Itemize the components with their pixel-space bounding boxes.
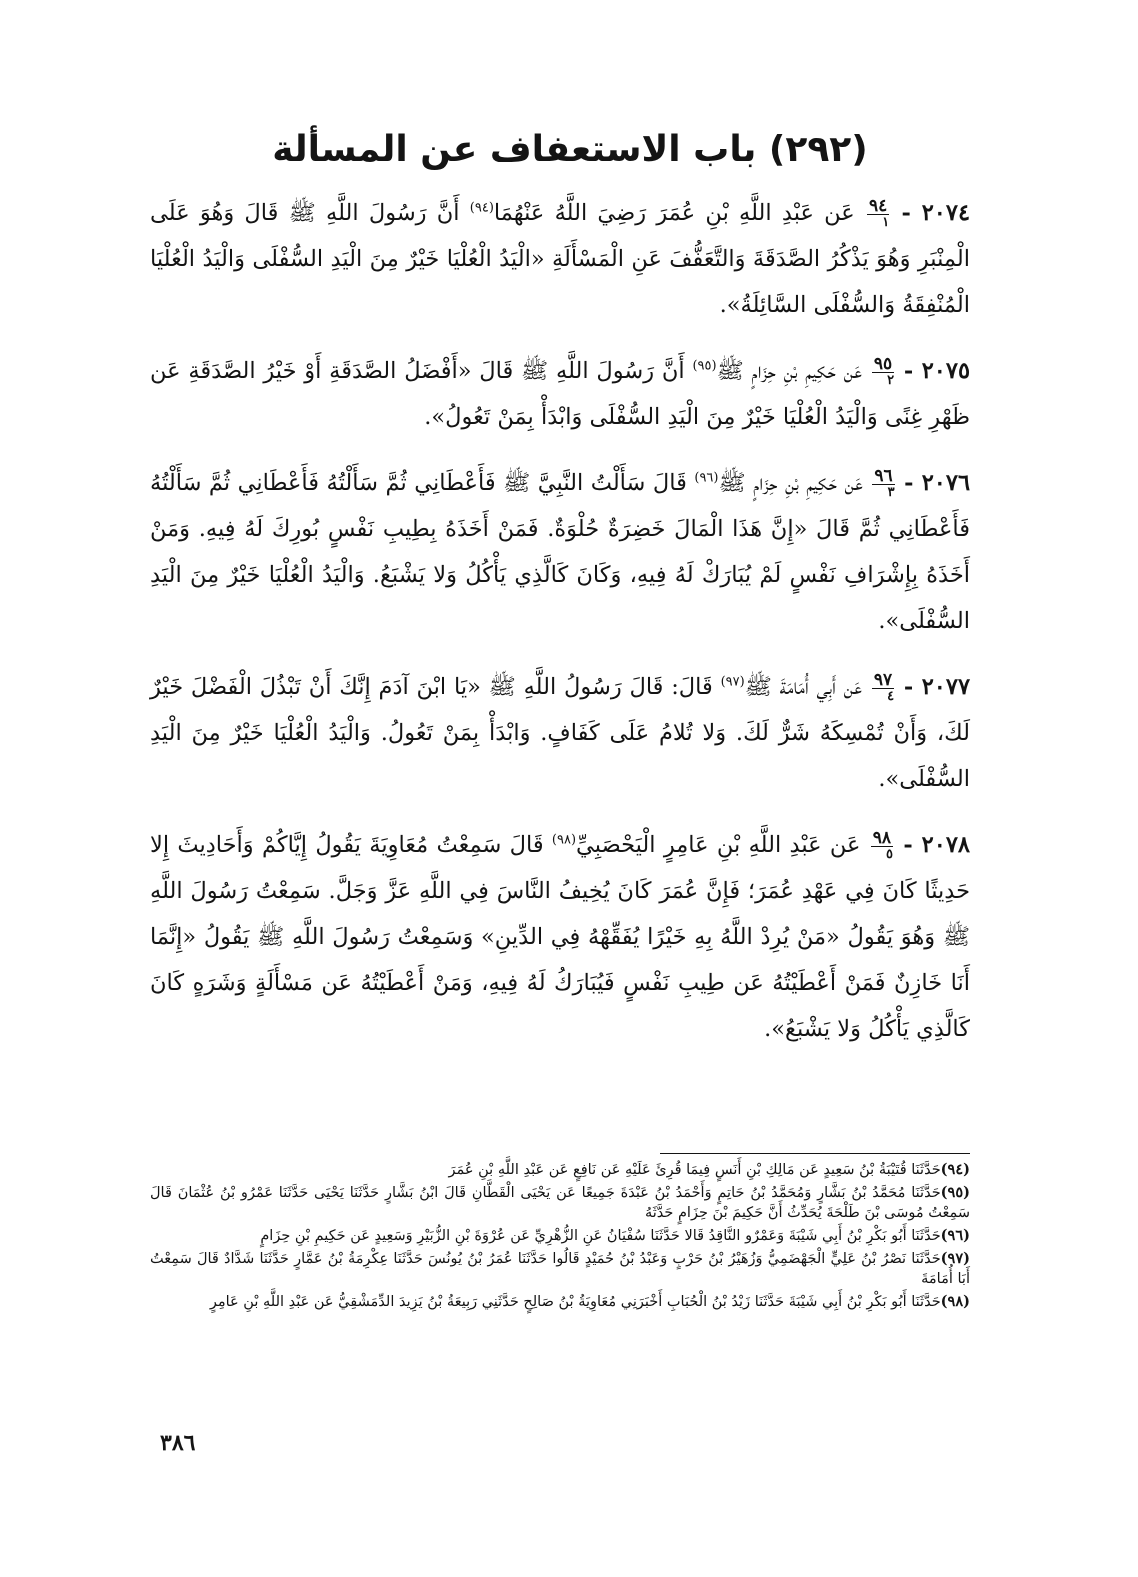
fraction-bottom: ٢ xyxy=(887,372,895,388)
page-number: ٣٨٦ xyxy=(160,1430,196,1456)
fraction-top: ٩٧ xyxy=(873,669,893,690)
footnotes xyxy=(150,1160,970,1315)
fraction-bottom: ٥ xyxy=(886,846,893,862)
hadith-fraction xyxy=(872,353,895,389)
footnote-ref: (٩٥) xyxy=(692,358,717,374)
hadith-number: ٢٠٧٥ - xyxy=(903,358,971,384)
footnote-98 xyxy=(150,1292,970,1312)
hadith-text: قَالَ: قَالَ رَسُولُ اللَّهِ ﷺ «يَا ابْنَ آدَمَ إِنَّكَ أَنْ تَبْذُلَ الْفَضْلَ خَيْرٌ لَكَ، وَأَنْ تُمْسِكَهُ شَرٌّ لَكَ. وَلا تُلامُ عَلَى كَفَافٍ. وَابْدَأْ بِمَنْ تَعُولُ. وَالْيَدُ الْعُلْيَا خَيْرٌ مِنَ الْيَدِ السُّفْلَى». xyxy=(150,674,970,792)
hadith-2075 xyxy=(150,348,970,440)
fraction-top: ٩٤ xyxy=(868,195,888,216)
hadith-lead: عَن حَكِيمِ بْنِ حِزَامٍ ﷺ xyxy=(718,470,863,496)
footnote-97 xyxy=(150,1249,970,1289)
fraction-bottom: ٣ xyxy=(887,484,895,500)
fraction-bottom: ١ xyxy=(882,214,890,230)
footnote-text: حَدَّثَنَا قُتَيْبَةُ بْنُ سَعِيدٍ عَن مَالِكِ بْنِ أَنَسٍ فِيمَا قُرِئَ عَلَيْهِ عَن نَافِعٍ عَن عَبْدِ اللَّهِ بْنِ عُمَرَ xyxy=(448,1162,941,1178)
chapter-title: (٢٩٢) باب الاستعفاف عن المسألة xyxy=(272,129,868,171)
footnote-text: حَدَّثَنَا نَصْرُ بْنُ عَلِيٍّ الْجَهْضَمِيُّ وَزُهَيْرُ بْنُ حَرْبٍ وَعَبْدُ بْنُ حُمَيْدٍ قَالُوا حَدَّثَنَا عُمَرُ بْنُ يُونُسَ حَدَّثَنَا عِكْرِمَةُ بْنُ عَمَّارٍ حَدَّثَنَا شَدَّادٌ قَالَ سَمِعْتُ أَبَا أُمَامَةَ xyxy=(150,1251,970,1287)
hadith-2076 xyxy=(150,460,970,644)
hadith-lead: عَن أَبِي أُمَامَةَ ﷺ xyxy=(744,674,863,700)
footnote-number: (٩٨) xyxy=(940,1293,970,1310)
hadith-text: قَالَ سَمِعْتُ مُعَاوِيَةَ يَقُولُ إِيَّاكُمْ وَأَحَادِيثَ إِلا حَدِيثًا كَانَ فِي عَهْدِ عُمَرَ؛ فَإِنَّ عُمَرَ كَانَ يُخِيفُ النَّاسَ فِي اللَّهِ عَزَّ وَجَلَّ. سَمِعْتُ رَسُولَ اللَّهِ ﷺ وَهُوَ يَقُولُ «مَنْ يُرِدْ اللَّهُ بِهِ خَيْرًا يُفَقِّهْهُ فِي الدِّينِ» وَسَمِعْتُ رَسُولَ اللَّهِ ﷺ يَقُولُ «إِنَّمَا أَنَا خَازِنٌ فَمَنْ أَعْطَيْتُهُ عَن طِيبِ نَفْسٍ فَيُبَارَكُ لَهُ فِيهِ، وَمَنْ أَعْطَيْتُهُ عَن مَسْأَلَةٍ وَشَرَهٍ كَانَ كَالَّذِي يَأْكُلُ وَلا يَشْبَعُ». xyxy=(150,832,970,1042)
hadith-2078 xyxy=(150,822,970,1052)
hadith-fraction xyxy=(871,827,893,863)
footnote-number: (٩٥) xyxy=(940,1184,970,1201)
hadith-list xyxy=(150,190,970,1072)
footnote-number: (٩٧) xyxy=(940,1250,970,1267)
footnote-ref: (٩٦) xyxy=(694,470,719,486)
fraction-bottom: ٤ xyxy=(887,688,895,704)
fraction-top: ٩٥ xyxy=(873,353,893,374)
hadith-number: ٢٠٧٦ - xyxy=(904,470,971,496)
hadith-2077 xyxy=(150,664,970,802)
footnote-number: (٩٤) xyxy=(940,1161,970,1178)
footnote-text: حَدَّثَنَا مُحَمَّدُ بْنُ بَشَّارٍ وَمُحَمَّدُ بْنُ حَاتِمٍ وَأَحْمَدُ بْنُ عَبْدَةَ جَمِيعًا عَن يَحْيَى الْقَطَّانِ قَالَ ابْنُ بَشَّارٍ حَدَّثَنَا يَحْيَى حَدَّثَنَا عَمْرُو بْنُ عُثْمَانَ قَالَ سَمِعْتُ مُوسَى بْنَ طَلْحَةَ يُحَدِّثُ أَنَّ حَكِيمَ بْنَ حِزَامٍ حَدَّثَهُ xyxy=(150,1185,970,1221)
fraction-top: ٩٨ xyxy=(872,827,891,848)
footnote-96 xyxy=(150,1226,970,1246)
footnote-ref: (٩٨) xyxy=(551,832,577,848)
hadith-lead: عَن عَبْدِ اللَّهِ بْنِ عُمَرَ رَضِيَ اللَّهُ عَنْهُمَا xyxy=(493,200,855,226)
footnote-95 xyxy=(150,1183,970,1223)
hadith-number: ٢٠٧٧ - xyxy=(903,674,971,700)
hadith-fraction xyxy=(872,669,895,705)
hadith-number: ٢٠٧٨ - xyxy=(903,832,970,858)
footnote-number: (٩٦) xyxy=(940,1227,970,1244)
hadith-lead: عَن عَبْدِ اللَّهِ بْنِ عَامِرٍ الْيَحْصَبِيِّ xyxy=(576,832,861,858)
footnote-divider xyxy=(660,1153,970,1154)
hadith-number: ٢٠٧٤ - xyxy=(901,200,971,226)
hadith-2074 xyxy=(150,190,970,328)
footnote-text: حَدَّثَنَا أَبُو بَكْرِ بْنُ أَبِي شَيْبَةَ وَعَمْرٌو النَّاقِدُ قَالا حَدَّثَنَا سُفْيَانُ عَنِ الزُّهْرِيِّ عَن عُرْوَةَ بْنِ الزُّبَيْرِ وَسَعِيدٍ عَن حَكِيمِ بْنِ حِزَامٍ xyxy=(260,1228,941,1244)
hadith-fraction xyxy=(872,465,895,501)
footnote-94 xyxy=(150,1160,970,1180)
hadith-fraction xyxy=(867,195,890,231)
hadith-text: أَنَّ رَسُولَ اللَّهِ ﷺ قَالَ «أَفْضَلُ الصَّدَقَةِ أَوْ خَيْرُ الصَّدَقَةِ عَن ظَهْرِ غِنًى وَالْيَدُ الْعُلْيَا خَيْرٌ مِنَ الْيَدِ السُّفْلَى وَابْدَأْ بِمَنْ تَعُولُ». xyxy=(150,358,970,430)
hadith-lead: عَن حَكِيمِ بْنِ حِزَامٍ ﷺ xyxy=(716,358,863,384)
hadith-text: أَنَّ رَسُولَ اللَّهِ ﷺ قَالَ وَهُوَ عَلَى الْمِنْبَرِ وَهُوَ يَذْكُرُ الصَّدَقَةَ وَالتَّعَفُّفَ عَنِ الْمَسْأَلَةِ «الْيَدُ الْعُلْيَا خَيْرٌ مِنَ الْيَدِ السُّفْلَى وَالْيَدُ الْعُلْيَا الْمُنْفِقَةُ وَالسُّفْلَى السَّائِلَةُ». xyxy=(150,200,970,318)
footnote-ref: (٩٤) xyxy=(469,200,494,216)
footnote-ref: (٩٧) xyxy=(720,674,745,690)
hadith-text: قَالَ سَأَلْتُ النَّبِيَّ ﷺ فَأَعْطَانِي ثُمَّ سَأَلْتُهُ فَأَعْطَانِي ثُمَّ سَأَلْتُهُ فَأَعْطَانِي ثُمَّ قَالَ «إِنَّ هَذَا الْمَالَ خَضِرَةٌ حُلْوَةٌ. فَمَنْ أَخَذَهُ بِطِيبِ نَفْسٍ بُورِكَ لَهُ فِيهِ. وَمَنْ أَخَذَهُ بِإِشْرَافِ نَفْسٍ لَمْ يُبَارَكْ لَهُ فِيهِ، وَكَانَ كَالَّذِي يَأْكُلُ وَلا يَشْبَعُ. وَالْيَدُ الْعُلْيَا خَيْرٌ مِنَ الْيَدِ السُّفْلَى». xyxy=(150,470,970,634)
fraction-top: ٩٦ xyxy=(874,465,893,486)
footnote-text: حَدَّثَنَا أَبُو بَكْرِ بْنُ أَبِي شَيْبَةَ حَدَّثَنَا زَيْدُ بْنُ الْحُبَابِ أَخْبَرَنِي مُعَاوِيَةُ بْنُ صَالِحٍ حَدَّثَنِي رَبِيعَةُ بْنُ يَزِيدَ الدِّمَشْقِيُّ عَن عَبْدِ اللَّهِ بْنِ عَامِرٍ xyxy=(209,1294,941,1310)
